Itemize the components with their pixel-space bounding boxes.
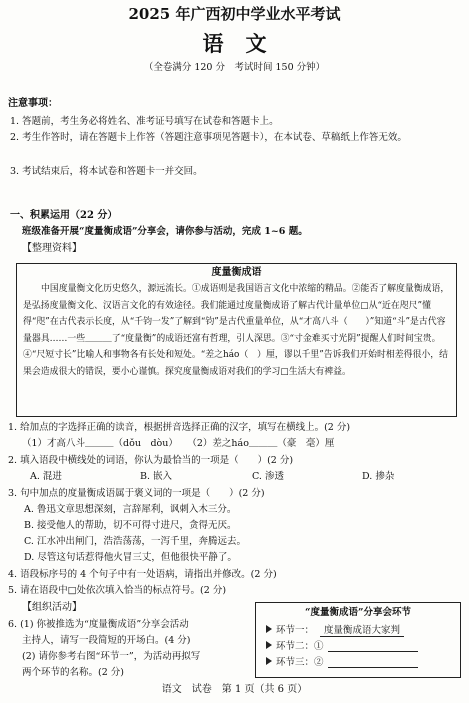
link-row-value: 度量衡成语大家判 xyxy=(320,625,404,637)
tag-activity: 【组织活动】 xyxy=(22,602,82,613)
link-row-label: 环节二： xyxy=(276,641,315,652)
q2-option-c: C. 渗透 xyxy=(252,471,284,482)
q3-option-b: B. 接受他人的帮助，切不可得寸进尺，贪得无厌。 xyxy=(24,520,237,531)
q2-option-b: B. 嵌入 xyxy=(140,471,173,482)
triangle-bullet-icon xyxy=(266,625,272,633)
link-row-label: 环节三： xyxy=(276,657,315,668)
question-6-1a: 6. (1) 你被推选为“度量衡成语”分享会活动 xyxy=(8,619,189,630)
q3-option-a: A. 鲁迅文章思想深刻，言辞犀利，讽刺入木三分。 xyxy=(24,504,237,515)
q3-option-c: C. 江水冲出闸门，浩浩荡荡，一泻千里，奔腾远去。 xyxy=(24,536,246,547)
question-3: 3. 句中加点的度量衡成语属于褒义词的一项是（ ）(2 分) xyxy=(8,488,265,499)
subject-title: 语文 xyxy=(202,31,289,56)
question-5: 5. 请在语段中□处依次填入恰当的标点符号。(2 分) xyxy=(8,585,227,596)
section-intro: 班级准备开展“度量衡成语”分享会，请你参与活动，完成 1~6 题。 xyxy=(22,226,308,237)
q2-option-a: A. 混进 xyxy=(30,471,62,482)
passage-text: 中国度量衡文化历史悠久，源远流长。①成语则是我国语言文化中浓缩的精品。②能否了解度量衡成语，是弘扬度量衡文化、汉语言文化的有效途径。我们能通过度量衡成语了解古代计量单位□从“近在咫尺”懂得“咫”在古代表示长度，从“千钧一发”了解到“钧”是古代重量单位，从“才高八斗（ ）”知道“斗”是古代容量器具……一些＿＿＿了“度量衡”的成语还富有哲理，引人深思。③“寸金难买寸光阴”提醒人们时间宝贵。④“尺短寸长”比喻人和事物各有长处和短处。“差之háo（ ）厘，谬以千里”告诉我们开始时相差得很小，结果会造成很大的错误，要小心谨慎。探究度量衡成语对我们的学习□生活大有裨益。 xyxy=(23,284,450,377)
link-row-2 xyxy=(266,641,418,652)
question-1-sub: （1）才高八斗＿＿＿（dǒu dòu） （2）差之háo＿＿＿（豪 毫）厘 xyxy=(22,438,335,449)
question-4: 4. 语段标序号的 4 个句子中有一处语病，请指出并修改。(2 分) xyxy=(8,569,277,580)
exam-title: 2025 年广西初中学业水平考试 xyxy=(128,5,341,23)
question-6-2b: 两个环节的名称。(2 分) xyxy=(22,667,124,678)
passage-title: 度量衡成语 xyxy=(211,267,262,278)
link-row-label: 环节一： xyxy=(276,625,315,636)
question-1: 1. 给加点的字选择正确的读音，根据拼音选择正确的汉字，填写在横线上。(2 分) xyxy=(8,422,351,433)
link-row-value: ① xyxy=(314,641,324,652)
link-row-1 xyxy=(266,625,404,637)
tag-organize: 【整理资料】 xyxy=(22,243,82,254)
question-6-1b: 主持人，请写一段简短的开场白。(4 分) xyxy=(22,635,191,646)
notes-heading: 注意事项： xyxy=(8,98,58,109)
q3-option-d: D. 尽管这句话惹得他火冒三丈，但他很快平静了。 xyxy=(24,552,237,563)
note-item-2: 2. 考生作答时，请在答题卡上作答（答题注意事项见答题卡），在本试卷、草稿纸上作答无效。 xyxy=(10,132,407,143)
exam-meta: （全卷满分 120 分 考试时间 150 分钟） xyxy=(143,62,326,73)
triangle-bullet-icon xyxy=(266,641,272,649)
answer-blank[interactable] xyxy=(328,667,418,668)
question-6-2a: (2) 请你参考右图“环节一”，为活动再拟写 xyxy=(22,651,201,662)
section-heading: 一、积累运用（22 分） xyxy=(10,210,118,221)
q2-option-d: D. 掺杂 xyxy=(362,471,395,482)
page-footer: 语文 试卷 第 1 页（共 6 页） xyxy=(161,684,308,695)
question-2: 2. 填入语段中横线处的词语，你认为最恰当的一项是（ ）(2 分) xyxy=(8,455,294,466)
activity-links-title: “度量衡成语”分享会环节 xyxy=(305,607,411,618)
link-row-3 xyxy=(266,657,418,668)
note-item-1: 1. 答题前，考生务必将姓名、准考证号填写在试卷和答题卡上。 xyxy=(10,116,279,127)
activity-links-box xyxy=(255,602,461,678)
link-row-value: ② xyxy=(314,657,324,668)
note-item-3: 3. 考试结束后，将本试卷和答题卡一并交回。 xyxy=(10,166,203,177)
passage-box xyxy=(16,263,457,417)
answer-blank[interactable] xyxy=(328,651,418,652)
triangle-bullet-icon xyxy=(266,657,272,665)
